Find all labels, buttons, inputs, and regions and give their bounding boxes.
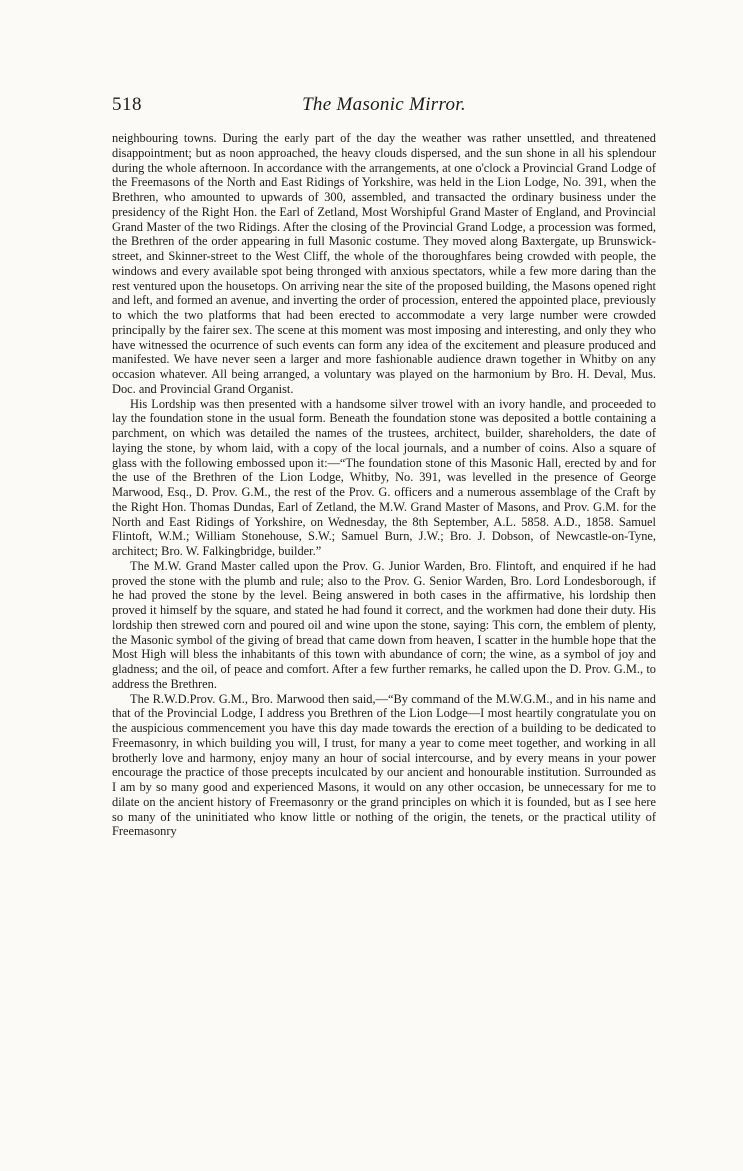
paragraph-procession: neighbouring towns. During the early part of the day the weather was rather unsettled, and threatened disappointment; but as noon approached, the heavy clouds dispersed, and the sun shone in all his splendour during the whole afternoon. In accordance with the arrangements, at one o'clock a Provincial Grand Lodge of the Freemasons of the North and East Ridings of Yorkshire, was held in the Lion Lodge, No. 391, when the Brethren, who amounted to upwards of 300, assembled, and transacted the ordinary business under the presidency of the Right Hon. the Earl of Zetland, Most Worshipful Grand Master of England, and Provincial Grand Master of the two Ridings. After the closing of the Provincial Grand Lodge, a procession was formed, the Brethren of the order appearing in full Masonic costume. They moved along Baxtergate, up Brunswick-street, and Skinner-street to the West Cliff, the whole of the thoroughfares being crowded with people, the windows and every available spot being thronged with anxious spectators, while a few more daring than the rest ventured upon the housetops. On arriving near the site of the proposed building, the Masons opened right and left, and formed an avenue, and inverting the order of procession, entered the appointed place, previously to which the two platforms that had been erected to accommodate a very large number were crowded principally by the fairer sex. The scene at this moment was most imposing and interesting, and only they who have witnessed the ocurrence of such events can form any idea of the excitement and pleasure produced and manifested. We have never seen a larger and more fashionable audience drawn together in Whitby on any occasion whatever. All being arranged, a voluntary was played on the harmonium by Bro. H. Deval, Mus. Doc. and Provincial Grand Organist. [112, 131, 656, 396]
paragraph-foundation-stone: His Lordship was then presented with a handsome silver trowel with an ivory handle, and proceeded to lay the foundation stone in the usual form. Beneath the foundation stone was deposited a bottle containing a parchment, on which was detailed the names of the trustees, architect, builder, shareholders, the date of laying the stone, by whom laid, with a copy of the local journals, and a number of coins. Also a square of glass with the following embossed upon it:—“The foundation stone of this Masonic Hall, erected by and for the use of the Brethren of the Lion Lodge, Whitby, No. 391, was levelled in the presence of George Marwood, Esq., D. Prov. G.M., the rest of the Prov. G. officers and a numerous assemblage of the Craft by the Right Hon. Thomas Dundas, Earl of Zetland, the M.W. Grand Master of Masons, and Prov. G.M. for the North and East Ridings of Yorkshire, on Wednesday, the 8th September, A.L. 5858. A.D., 1858. Samuel Flintoft, W.M.; William Stonehouse, S.W.; Samuel Burn, J.W.; Bro. J. Dobson, of Newcastle-on-Tyne, architect; Bro. W. Falkingbridge, builder.” [112, 396, 656, 558]
article-body [112, 131, 656, 839]
page-number: 518 [112, 94, 142, 115]
paragraph-proving-stone: The M.W. Grand Master called upon the Prov. G. Junior Warden, Bro. Flintoft, and enquired if he had proved the stone with the plumb and rule; also to the Prov. G. Senior Warden, Bro. Lord Londesborough, if he had proved the stone by the level. Being answered in both cases in the affirmative, his lordship then proved it himself by the square, and stated he had found it correct, and the workmen had done their duty. His lordship then strewed corn and poured oil and wine upon the stone, saying: This corn, the emblem of plenty, the Masonic symbol of the giving of bread that came down from heaven, I scatter in the humble hope that the Most High will bless the inhabitants of this town with abundance of corn; the wine, as a symbol of joy and gladness; and the oil, of peace and comfort. After a few further remarks, he called upon the D. Prov. G.M., to address the Brethren. [112, 558, 656, 691]
paragraph-marwood-address: The R.W.D.Prov. G.M., Bro. Marwood then said,—“By command of the M.W.G.M., and in his name and that of the Provincial Lodge, I address you Brethren of the Lion Lodge—I most heartily congratulate you on the auspicious commencement you have this day made towards the erection of a building to be dedicated to Freemasonry, in which building you will, I trust, for many a year to come meet together, and working in all brotherly love and harmony, enjoy many an hour of social intercourse, and by every means in your power encourage the practice of those precepts inculcated by our ancient and honourable institution. Surrounded as I am by so many good and experienced Masons, it would on any other occasion, be unnecessary for me to dilate on the ancient history of Freemasonry or the grand principles on which it is founded, but as I see here so many of the uninitiated who know little or nothing of the origin, the tenets, or the practical utility of Freemasonry [112, 691, 656, 839]
running-head [112, 94, 656, 118]
journal-title: The Masonic Mirror. [302, 94, 466, 115]
